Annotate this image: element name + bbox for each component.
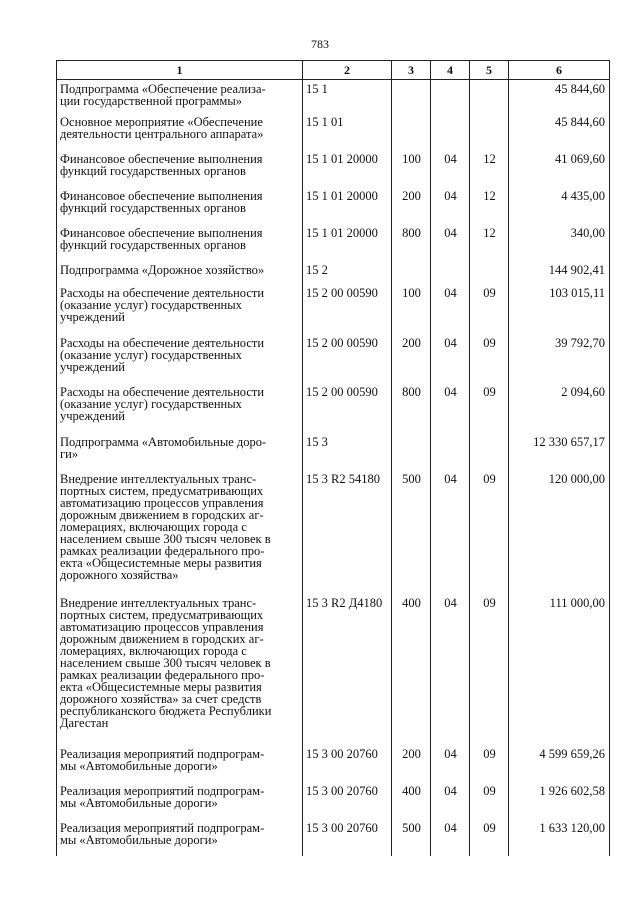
- row-col3-cell: 400: [392, 782, 431, 819]
- row-amount-cell: 120 000,00: [509, 470, 610, 594]
- row-col3-cell: 200: [392, 745, 431, 782]
- row-code-cell: 15 1 01 20000: [303, 224, 392, 261]
- row-col4-cell: 04: [431, 782, 470, 819]
- table-row: [57, 113, 610, 150]
- row-name-cell: Основное мероприятие «Обеспечение деятельности центрального аппарата»: [57, 113, 303, 150]
- row-col4-cell: 04: [431, 284, 470, 334]
- table-row: [57, 594, 610, 745]
- row-col4-cell: 04: [431, 150, 470, 187]
- row-name-cell: Внедрение интеллектуальных транс- портных систем, предусматривающих автоматизацию процессов управления дорожным движением в городских аг- ломерациях, включающих города с населением свыше 300 тысяч человек в рамках реализации федерального про- екта «Общесистемные меры развития дорожного хозяйства»: [57, 470, 303, 594]
- table-row: [57, 470, 610, 594]
- row-col4-cell: 04: [431, 745, 470, 782]
- column-header-1: 1: [57, 61, 303, 80]
- row-col5-cell: 09: [470, 745, 509, 782]
- row-name-cell: Финансовое обеспечение выполнения функций государственных органов: [57, 224, 303, 261]
- row-col5-cell: 09: [470, 782, 509, 819]
- row-col5-cell: [470, 113, 509, 150]
- row-code-cell: 15 2 00 00590: [303, 334, 392, 383]
- row-col3-cell: 800: [392, 383, 431, 433]
- table-header-row: [57, 61, 610, 80]
- column-header-2: 2: [303, 61, 392, 80]
- row-col4-cell: 04: [431, 470, 470, 594]
- row-amount-cell: 45 844,60: [509, 113, 610, 150]
- row-col5-cell: 09: [470, 470, 509, 594]
- row-code-cell: 15 2 00 00590: [303, 284, 392, 334]
- row-col5-cell: 09: [470, 594, 509, 745]
- row-col4-cell: 04: [431, 819, 470, 856]
- row-code-cell: 15 1 01: [303, 113, 392, 150]
- row-col3-cell: 100: [392, 284, 431, 334]
- row-amount-cell: 4 435,00: [509, 187, 610, 224]
- row-col3-cell: 200: [392, 334, 431, 383]
- column-header-3: 3: [392, 61, 431, 80]
- row-name-cell: Внедрение интеллектуальных транс- портных систем, предусматривающих автоматизацию процессов управления дорожным движением в городских аг- ломерациях, включающих города с населением свыше 300 тысяч человек в рамках реализации федерального про- екта «Общесистемные меры развития дорожного хозяйства» за счет средств республиканского бюджета Республики Дагестан: [57, 594, 303, 745]
- row-col5-cell: [470, 433, 509, 470]
- row-name-cell: Реализация мероприятий подпрограм- мы «Автомобильные дороги»: [57, 745, 303, 782]
- row-name-cell: Подпрограмма «Обеспечение реализа- ции государственной программы»: [57, 80, 303, 113]
- table-row: [57, 334, 610, 383]
- row-col3-cell: [392, 113, 431, 150]
- row-col3-cell: [392, 80, 431, 113]
- row-col5-cell: [470, 80, 509, 113]
- row-code-cell: 15 1 01 20000: [303, 187, 392, 224]
- column-header-4: 4: [431, 61, 470, 80]
- row-name-cell: Расходы на обеспечение деятельности (оказание услуг) государственных учреждений: [57, 334, 303, 383]
- row-amount-cell: 144 902,41: [509, 261, 610, 284]
- page-number: 783: [311, 37, 329, 51]
- row-col3-cell: 500: [392, 470, 431, 594]
- row-col5-cell: 12: [470, 187, 509, 224]
- row-name-cell: Подпрограмма «Автомобильные доро- ги»: [57, 433, 303, 470]
- row-code-cell: 15 3 00 20760: [303, 745, 392, 782]
- row-col4-cell: 04: [431, 187, 470, 224]
- row-name-cell: Финансовое обеспечение выполнения функций государственных органов: [57, 150, 303, 187]
- row-col4-cell: [431, 113, 470, 150]
- row-col4-cell: 04: [431, 224, 470, 261]
- row-col4-cell: [431, 261, 470, 284]
- table-row: [57, 433, 610, 470]
- row-col5-cell: 12: [470, 150, 509, 187]
- row-name-cell: Расходы на обеспечение деятельности (оказание услуг) государственных учреждений: [57, 284, 303, 334]
- budget-table: [56, 60, 610, 856]
- table-row: [57, 261, 610, 284]
- row-amount-cell: 340,00: [509, 224, 610, 261]
- table-row: [57, 284, 610, 334]
- row-code-cell: 15 1: [303, 80, 392, 113]
- column-header-5: 5: [470, 61, 509, 80]
- row-amount-cell: 2 094,60: [509, 383, 610, 433]
- row-col3-cell: 800: [392, 224, 431, 261]
- row-amount-cell: 1 633 120,00: [509, 819, 610, 856]
- row-code-cell: 15 2: [303, 261, 392, 284]
- row-name-cell: Финансовое обеспечение выполнения функций государственных органов: [57, 187, 303, 224]
- row-col3-cell: 500: [392, 819, 431, 856]
- table-row: [57, 745, 610, 782]
- table-row: [57, 224, 610, 261]
- row-code-cell: 15 3 00 20760: [303, 782, 392, 819]
- row-amount-cell: 39 792,70: [509, 334, 610, 383]
- row-col5-cell: 12: [470, 224, 509, 261]
- table-row: [57, 782, 610, 819]
- row-amount-cell: 45 844,60: [509, 80, 610, 113]
- row-col4-cell: 04: [431, 334, 470, 383]
- row-col3-cell: [392, 261, 431, 284]
- table-row: [57, 187, 610, 224]
- row-amount-cell: 111 000,00: [509, 594, 610, 745]
- row-name-cell: Расходы на обеспечение деятельности (оказание услуг) государственных учреждений: [57, 383, 303, 433]
- row-col4-cell: [431, 80, 470, 113]
- row-amount-cell: 103 015,11: [509, 284, 610, 334]
- row-col5-cell: 09: [470, 819, 509, 856]
- row-col5-cell: [470, 261, 509, 284]
- row-col3-cell: 400: [392, 594, 431, 745]
- row-col4-cell: [431, 433, 470, 470]
- row-col5-cell: 09: [470, 383, 509, 433]
- table-row: [57, 150, 610, 187]
- row-code-cell: 15 3 R2 Д4180: [303, 594, 392, 745]
- table-row: [57, 383, 610, 433]
- row-amount-cell: 41 069,60: [509, 150, 610, 187]
- column-header-6: 6: [509, 61, 610, 80]
- row-col4-cell: 04: [431, 383, 470, 433]
- row-col5-cell: 09: [470, 334, 509, 383]
- row-code-cell: 15 3 00 20760: [303, 819, 392, 856]
- row-amount-cell: 1 926 602,58: [509, 782, 610, 819]
- row-col5-cell: 09: [470, 284, 509, 334]
- row-col4-cell: 04: [431, 594, 470, 745]
- row-code-cell: 15 1 01 20000: [303, 150, 392, 187]
- table-row: [57, 819, 610, 856]
- row-code-cell: 15 3 R2 54180: [303, 470, 392, 594]
- table-row: [57, 80, 610, 113]
- row-name-cell: Реализация мероприятий подпрограм- мы «Автомобильные дороги»: [57, 819, 303, 856]
- row-code-cell: 15 2 00 00590: [303, 383, 392, 433]
- row-col3-cell: 100: [392, 150, 431, 187]
- row-name-cell: Реализация мероприятий подпрограм- мы «Автомобильные дороги»: [57, 782, 303, 819]
- row-col3-cell: 200: [392, 187, 431, 224]
- row-code-cell: 15 3: [303, 433, 392, 470]
- row-amount-cell: 12 330 657,17: [509, 433, 610, 470]
- row-col3-cell: [392, 433, 431, 470]
- row-amount-cell: 4 599 659,26: [509, 745, 610, 782]
- row-name-cell: Подпрограмма «Дорожное хозяйство»: [57, 261, 303, 284]
